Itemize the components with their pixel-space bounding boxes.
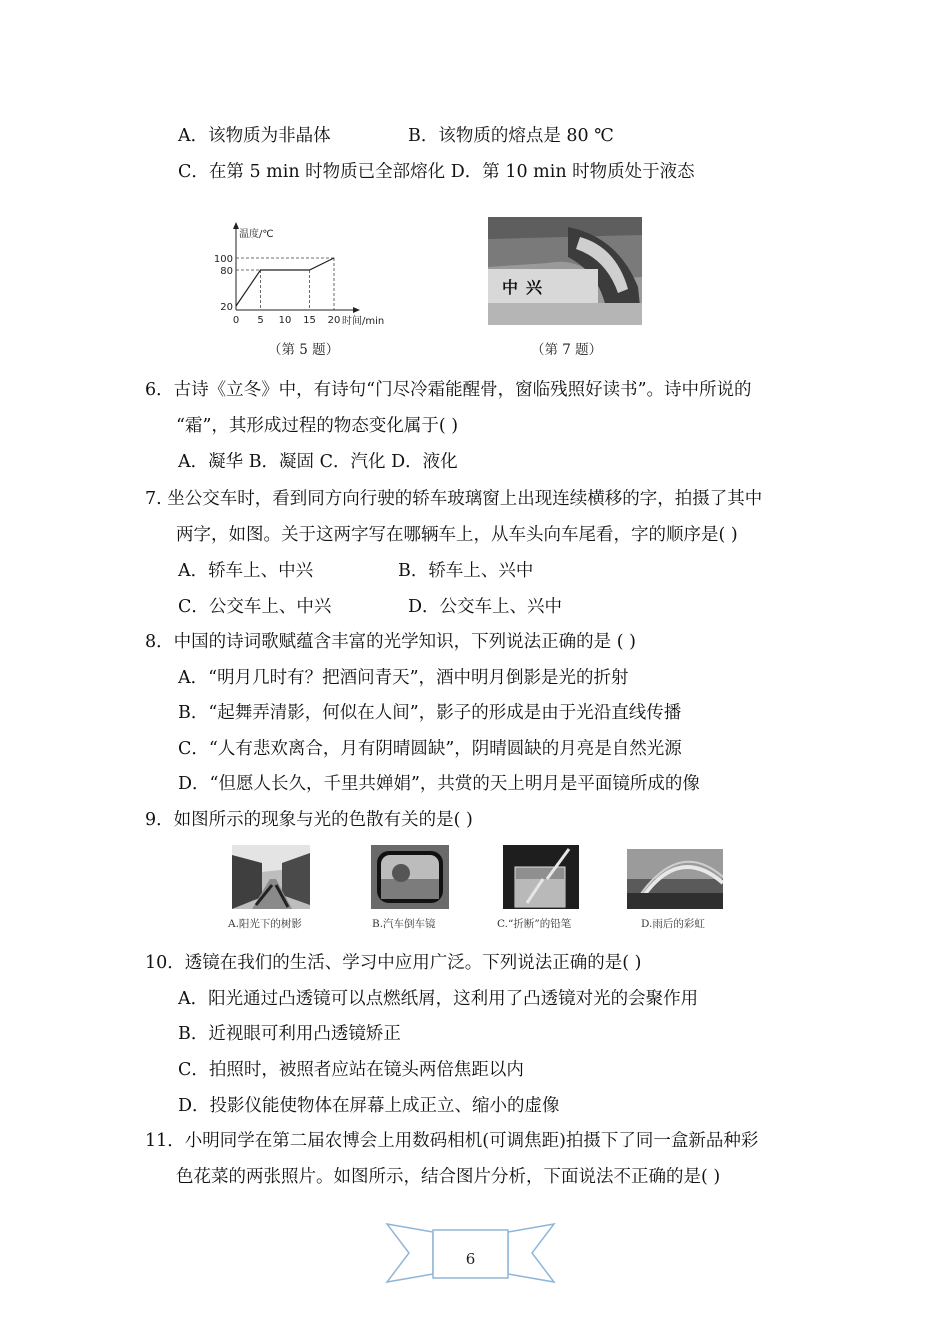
q8-option-c: C．“人有悲欢离合，月有阴晴圆缺”，阴晴圆缺的月亮是自然光源 xyxy=(178,739,682,759)
q9-caption-b: B.汽车倒车镜 xyxy=(372,918,436,930)
q11-stem-line2: 色花菜的两张照片。如图所示，结合图片分析，下面说法不正确的是( ) xyxy=(176,1167,721,1187)
y-axis-arrow xyxy=(233,222,239,229)
figure5-chart xyxy=(205,218,405,333)
q7-option-b: B．轿车上、兴中 xyxy=(398,561,534,581)
series-line xyxy=(236,258,334,306)
q9-photo-d xyxy=(627,849,723,909)
q9-caption-c: C.“折断”的铅笔 xyxy=(497,918,572,930)
q6-stem-line2: “霜”，其形成过程的物态变化属于( ) xyxy=(176,416,459,436)
q5-option-a: A．该物质为非晶体 xyxy=(178,126,331,146)
figure5-caption: （第 5 题） xyxy=(268,342,340,358)
page-number: 6 xyxy=(465,1250,476,1268)
q9-photo-b xyxy=(371,845,449,909)
q10-option-a: A．阳光通过凸透镜可以点燃纸屑，这利用了凸透镜对光的会聚作用 xyxy=(178,989,699,1009)
ribbon-left-tail xyxy=(387,1224,433,1282)
q10-option-c: C．拍照时，被照者应站在镜头两倍焦距以内 xyxy=(178,1060,524,1080)
car-mirror-image xyxy=(371,845,449,909)
car-window-image xyxy=(488,217,642,325)
q5-options-cd: C．在第 5 min 时物质已全部熔化 D．第 10 min 时物质处于液态 xyxy=(178,162,695,182)
q9-photo-c xyxy=(503,845,579,909)
x-tick-label: 5 xyxy=(257,315,264,326)
q10-option-b: B．近视眼可利用凸透镜矫正 xyxy=(178,1024,401,1044)
x-tick-label: 10 xyxy=(278,315,292,326)
q9-photo-a xyxy=(232,845,310,909)
figure7-photo xyxy=(488,217,642,325)
q8-option-b: B．“起舞弄清影，何似在人间”，影子的形成是由于光沿直线传播 xyxy=(178,703,682,723)
x-tick-label: 20 xyxy=(327,315,341,326)
q11-stem-line1: 11．小明同学在第二届农博会上用数码相机(可调焦距)拍摄下了同一盒新品种彩 xyxy=(145,1131,759,1151)
q5-option-b: B．该物质的熔点是 80 ℃ xyxy=(408,126,614,146)
rainbow-image xyxy=(627,849,723,909)
x-axis-label: 时间/min xyxy=(342,316,385,327)
q8-option-a: A．“明月几时有？把酒问青天”，酒中明月倒影是光的折射 xyxy=(178,668,629,688)
q10-stem: 10．透镜在我们的生活、学习中应用广泛。下列说法正确的是( ) xyxy=(145,953,642,973)
figure7-caption: （第 7 题） xyxy=(531,342,603,358)
q8-option-d: D．“但愿人长久，千里共婵娟”，共赏的天上明月是平面镜所成的像 xyxy=(178,774,700,794)
x-axis-arrow xyxy=(353,307,360,313)
q6-options: A．凝华 B．凝固 C．汽化 D．液化 xyxy=(178,452,458,472)
q7-stem-line2: 两字，如图。关于这两字写在哪辆车上，从车头向车尾看，字的顺序是( ) xyxy=(176,525,738,545)
y-tick-label: 20 xyxy=(220,302,233,313)
q7-stem-line1: 7. 坐公交车时，看到同方向行驶的轿车玻璃窗上出现连续横移的字，拍摄了其中 xyxy=(145,489,763,509)
x-tick-label: 0 xyxy=(232,315,240,326)
q7-option-a: A．轿车上、中兴 xyxy=(178,561,314,581)
x-tick-label: 15 xyxy=(303,315,316,326)
q9-caption-d: D.雨后的彩虹 xyxy=(641,918,705,930)
q9-caption-a: A.阳光下的树影 xyxy=(228,918,302,930)
q7-option-d: D．公交车上、兴中 xyxy=(408,597,563,617)
y-tick-label: 100 xyxy=(213,254,233,265)
figure7-sign-text: 中兴 xyxy=(502,278,551,297)
q6-stem-line1: 6．古诗《立冬》中，有诗句“门尽冷霜能醒骨，窗临残照好读书”。诗中所说的 xyxy=(145,380,752,400)
q8-stem: 8．中国的诗词歌赋蕴含丰富的光学知识，下列说法正确的是 ( ) xyxy=(145,632,636,652)
y-axis-label: 温度/℃ xyxy=(239,229,274,240)
ribbon-right-tail xyxy=(508,1224,554,1282)
tree-shadow-image xyxy=(232,845,310,909)
y-tick-label: 80 xyxy=(220,266,233,277)
q7-option-c: C．公交车上、中兴 xyxy=(178,597,332,617)
q9-stem: 9．如图所示的现象与光的色散有关的是( ) xyxy=(145,810,473,830)
q10-option-d: D．投影仪能使物体在屏幕上成正立、缩小的虚像 xyxy=(178,1096,560,1116)
pencil-in-water-image xyxy=(503,845,579,909)
